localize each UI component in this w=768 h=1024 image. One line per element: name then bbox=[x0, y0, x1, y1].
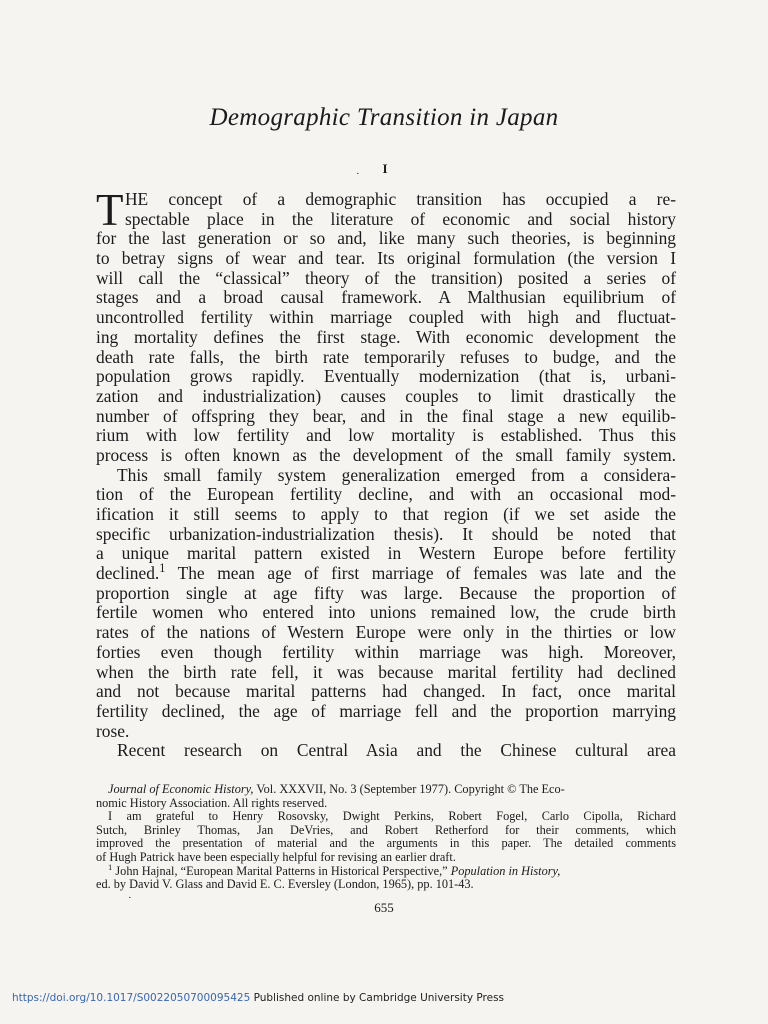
body-line: spectable place in the literature of economic and social history bbox=[125, 208, 676, 229]
footnote-line: improved the presentation of material and the arguments in this paper. The detailed comments bbox=[96, 836, 676, 851]
footnote-line: of Hugh Patrick have been especially helpful for revising an earlier draft. bbox=[96, 849, 456, 864]
footnote-line bbox=[96, 783, 676, 797]
footnote-line: I am grateful to Henry Rosovsky, Dwight Perkins, Robert Fogel, Carlo Cipolla, Richard bbox=[108, 809, 676, 824]
body-text: declined. bbox=[96, 563, 160, 584]
body-line: proportion single at age fifty was large. Because the proportion of bbox=[96, 582, 676, 603]
footnote-line: Sutch, Brinley Thomas, Jan DeVries, and Robert Retherford for their comments, which bbox=[96, 822, 676, 837]
body-line: to betray signs of wear and tear. Its original formulation (the version I bbox=[96, 248, 676, 269]
footnote-text: Vol. XXXVII, No. 3 (September 1977). Copyright © The Eco- bbox=[253, 782, 565, 796]
footnote-line: ed. by David V. Glass and David E. C. Eversley (London, 1965), pp. 101-43. bbox=[96, 877, 474, 892]
body-line: stages and a broad causal framework. A Malthusian equilibrium of bbox=[96, 287, 676, 308]
footnote-line: nomic History Association. All rights reserved. bbox=[96, 795, 328, 810]
stray-mark: · bbox=[356, 168, 360, 180]
footnote-line bbox=[96, 861, 676, 879]
body-line: specific urbanization-industrialization thesis). It should be noted that bbox=[96, 523, 676, 544]
body-line: fertile women who entered into unions remained low, the crude birth bbox=[96, 602, 676, 623]
footnote-marker: 1 bbox=[108, 861, 113, 872]
body-line: will call the “classical” theory of the transition) posited a series of bbox=[96, 267, 676, 288]
body-line: This small family system generalization emerged from a considera- bbox=[117, 464, 676, 485]
page-number: 655 bbox=[374, 900, 394, 915]
body-line: Recent research on Central Asia and the Chinese cultural area bbox=[117, 740, 676, 761]
body-line: for the last generation or so and, like many such theories, is beginning bbox=[96, 228, 676, 249]
footnotes bbox=[96, 783, 676, 892]
footnote-text: John Hajnal, “European Marital Patterns in Historical Perspective,” bbox=[112, 863, 451, 878]
doi-link[interactable]: https://doi.org/10.1017/S0022050700095425 bbox=[12, 992, 251, 1004]
publisher-note: Published online by Cambridge University Press bbox=[250, 992, 505, 1004]
body-line bbox=[96, 561, 676, 584]
body-line: process is often known as the development of the small family system. bbox=[96, 444, 676, 465]
journal-name: Journal of Economic History, bbox=[108, 782, 254, 796]
footnote-ref: 1 bbox=[159, 561, 166, 576]
body-line: death rate falls, the birth rate temporarily refuses to budge, and the bbox=[96, 346, 676, 367]
footer-line bbox=[12, 992, 504, 1004]
body-line: rates of the nations of Western Europe were only in the thirties or low bbox=[96, 622, 676, 643]
body-line: tion of the European fertility decline, and with an occasional mod- bbox=[96, 484, 676, 505]
drop-cap: T bbox=[96, 185, 124, 235]
book-title: Population in History, bbox=[450, 863, 561, 878]
body-line: forties even though fertility within marriage was high. Moreover, bbox=[96, 641, 676, 662]
body-line: rium with low fertility and low mortality is established. Thus this bbox=[96, 425, 676, 446]
article-title: Demographic Transition in Japan bbox=[209, 104, 559, 131]
body-line: uncontrolled fertility within marriage coupled with high and fluctuat- bbox=[96, 307, 676, 328]
body-line: and not because marital patterns had changed. In fact, once marital bbox=[96, 681, 676, 702]
article-body bbox=[96, 185, 676, 761]
section-number: I bbox=[382, 161, 388, 176]
body-line: population grows rapidly. Eventually modernization (that is, urbani- bbox=[96, 366, 676, 387]
body-line: fertility declined, the age of marriage fell and the proportion marrying bbox=[96, 700, 676, 721]
body-line: zation and industrialization) causes couples to limit drastically the bbox=[96, 385, 676, 406]
stray-mark: · bbox=[128, 892, 132, 904]
body-line: number of offspring they bear, and in the final stage a new equilib- bbox=[96, 405, 676, 426]
body-line: when the birth rate fell, it was because marital fertility had declined bbox=[96, 661, 676, 682]
body-line: a unique marital pattern existed in Western Europe before fertility bbox=[96, 543, 676, 564]
body-line: rose. bbox=[96, 720, 130, 741]
body-line: HE concept of a demographic transition has occupied a re- bbox=[125, 189, 676, 209]
body-line: ification it still seems to apply to that region (if we set aside the bbox=[96, 504, 676, 524]
body-line: ing mortality defines the first stage. With economic development the bbox=[96, 326, 676, 347]
body-text: The mean age of first marriage of females was late and the bbox=[165, 563, 676, 584]
